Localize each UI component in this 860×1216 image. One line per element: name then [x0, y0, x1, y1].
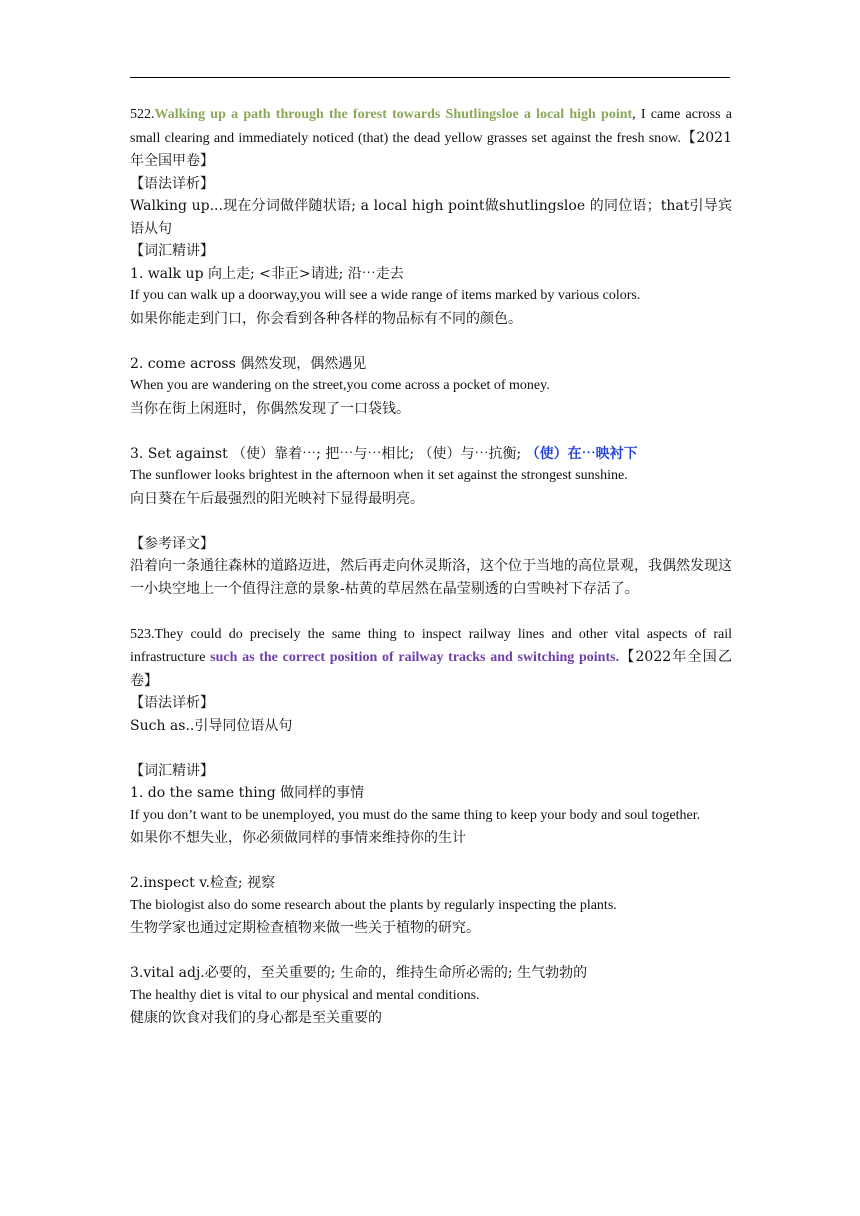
vocab-entry-head: 2.inspect v.检查; 视察: [130, 875, 276, 891]
grammar-heading: 【语法详析】: [130, 695, 214, 711]
spacer: [130, 510, 732, 533]
item-523-sentence: [130, 623, 732, 693]
source-label: 【2022年全国乙卷】: [130, 649, 732, 689]
vocab-example-en: The biologist also do some research about the plants by regularly inspecting the plants.: [130, 897, 617, 913]
sentence-text: They could do precisely the same thing to inspect railway lines and other vital aspects of rail infrastructure: [130, 626, 732, 665]
vocab-heading: 【词汇精讲】: [130, 243, 214, 259]
vocab-example-en: The healthy diet is vital to our physical and mental conditions.: [130, 987, 480, 1003]
highlighted-phrase: such as the correct position of railway tracks and switching points.: [210, 650, 620, 665]
highlighted-phrase: Walking up a path through the forest towards Shutlingsloe a local high point: [154, 107, 633, 122]
vocab-example-en: The sunflower looks brightest in the afternoon when it set against the strongest sunshine.: [130, 468, 628, 483]
vocab-entry-head: 1. do the same thing 做同样的事情: [130, 785, 365, 801]
item-number: 522.: [130, 107, 155, 122]
vocab-example-en: If you can walk up a doorway,you will see a wide range of items marked by various colors.: [130, 288, 641, 303]
vocab-entry-head: 2. come across 偶然发现，偶然遇见: [130, 355, 367, 372]
spacer: [130, 600, 732, 623]
vocab-entry-head: [130, 443, 732, 466]
grammar-heading: 【语法详析】: [130, 175, 214, 192]
vocab-example-zh: 生物学家也通过定期检查植物来做一些关于植物的研究。: [130, 920, 480, 936]
source-label: 【2021年全国甲卷】: [130, 129, 732, 169]
item-number: 523.: [130, 626, 155, 642]
sentence-text: , I came across a small clearing and immediately noticed (that) the dead yellow grasses set against the fresh snow.: [130, 107, 732, 146]
vocab-entry-head-text: 3. Set against （使）靠着⋯; 把⋯与⋯相比; （使）与⋯抗衡;: [130, 445, 526, 462]
vocab-example-zh: 当你在街上闲逛时，你偶然发现了一口袋钱。: [130, 400, 410, 417]
document-body: [130, 103, 732, 1030]
vocab-example-zh: 向日葵在午后最强烈的阳光映衬下显得最明亮。: [130, 490, 424, 507]
grammar-text: Such as..引导同位语从句: [130, 717, 293, 734]
spacer: [130, 420, 732, 443]
translation-text: 沿着向一条通往森林的道路迈进，然后再走向休灵斯洛，这个位于当地的高位景观，我偶然发现这一小块空地上一个值得注意的景象-枯黄的草居然在晶莹剔透的白雪映衬下存活了。: [130, 558, 732, 597]
vocab-example-zh: 健康的饮食对我们的身心都是至关重要的: [130, 1010, 382, 1026]
vocab-example-zh: 如果你不想失业，你必须做同样的事情来维持你的生计: [130, 830, 466, 846]
vocab-entry-head: 1. walk up 向上走; <非正>请进; 沿⋯走去: [130, 265, 404, 282]
highlighted-meaning: （使）在⋯映衬下: [525, 445, 638, 462]
vocab-example-zh: 如果你能走到门口，你会看到各种各样的物品标有不同的颜色。: [130, 310, 522, 327]
grammar-text: Walking up...现在分词做伴随状语; a local high point做shutlingsloe 的同位语；that引导宾语从句: [130, 198, 732, 237]
vocab-example-en: When you are wandering on the street,you come across a pocket of money.: [130, 378, 550, 393]
spacer: [130, 737, 732, 760]
translation-heading: 【参考译文】: [130, 535, 214, 552]
vocab-entry-head: 3.vital adj.必要的，至关重要的; 生命的，维持生命所必需的; 生气勃勃的: [130, 965, 588, 981]
item-522-sentence: [130, 103, 732, 173]
header-rule: [130, 77, 730, 78]
spacer: [130, 330, 732, 353]
vocab-heading: 【词汇精讲】: [130, 762, 214, 779]
spacer: [130, 940, 732, 963]
vocab-example-en: If you don’t want to be unemployed, you must do the same thing to keep your body and soul together.: [130, 807, 701, 823]
spacer: [130, 850, 732, 873]
